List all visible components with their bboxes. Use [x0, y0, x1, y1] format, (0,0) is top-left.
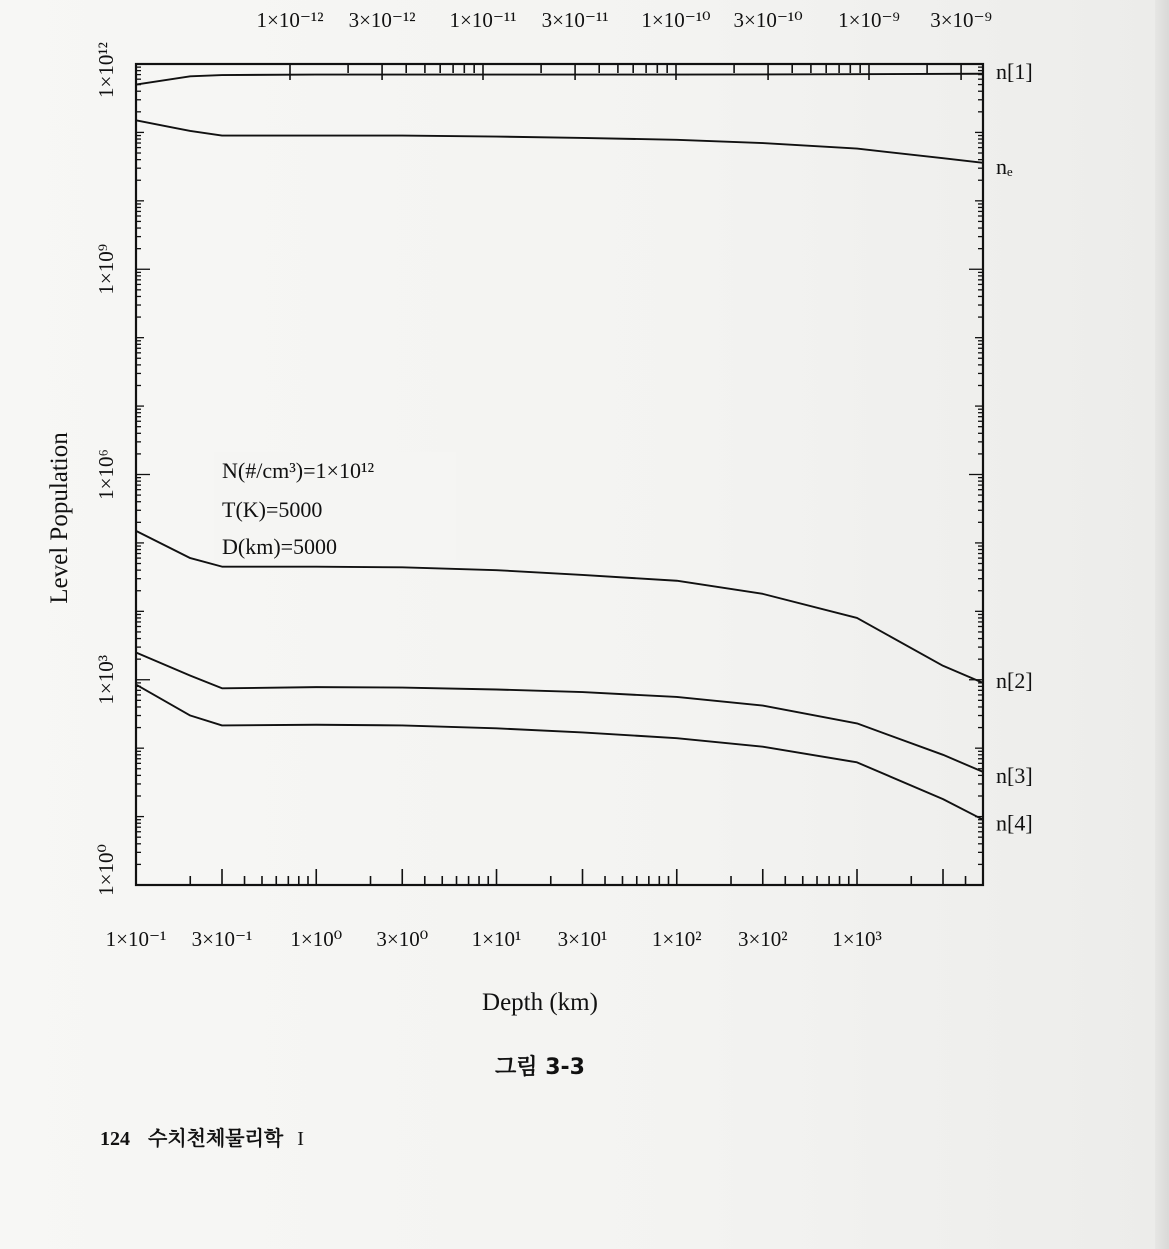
top-tick-label: 3×10⁻¹¹	[541, 8, 609, 32]
x-tick-label: 3×10¹	[557, 927, 608, 951]
y-tick-label: 1×10⁶	[94, 449, 118, 500]
y-tick-label: 1×10¹²	[94, 42, 118, 98]
top-tick-label: 1×10⁻¹¹	[449, 8, 517, 32]
series-line	[136, 685, 983, 820]
series-label: n[2]	[996, 667, 1033, 693]
x-axis-title: Depth (km)	[482, 989, 598, 1016]
series-label: nₑ	[996, 153, 1013, 179]
x-tick-label: 1×10¹	[471, 927, 522, 951]
series-layer	[136, 74, 983, 820]
top-tick-label: 1×10⁻¹²	[256, 8, 324, 32]
annotation-temperature: T(K)=5000	[222, 497, 323, 522]
annotation-density: N(#/cm³)=1×10¹²	[222, 458, 375, 483]
series-label: n[1]	[996, 58, 1033, 84]
top-tick-label: 3×10⁻⁹	[930, 8, 992, 32]
x-tick-label: 3×10²	[737, 927, 788, 951]
y-axis-title: Level Population	[46, 432, 73, 604]
x-tick-label: 1×10³	[832, 927, 882, 951]
top-tick-label: 3×10⁻¹⁰	[733, 8, 803, 32]
y-tick-label: 1×10⁹	[94, 243, 118, 295]
top-tick-label: 3×10⁻¹²	[348, 8, 416, 32]
x-tick-label: 3×10⁻¹	[191, 927, 253, 951]
annotation-depth: D(km)=5000	[222, 534, 338, 559]
top-tick-label: 1×10⁻¹⁰	[641, 8, 711, 32]
y-tick-label: 1×10³	[94, 654, 118, 705]
x-tick-label: 1×10²	[651, 927, 702, 951]
book-volume: I	[297, 1128, 304, 1150]
y-tick-label: 1×10⁰	[94, 844, 118, 896]
x-tick-label: 1×10⁻¹	[105, 927, 167, 951]
figure-caption: 그림 3-3	[495, 1055, 585, 1080]
series-line	[136, 653, 983, 772]
page-footer	[100, 1122, 304, 1151]
series-label: n[3]	[996, 762, 1033, 788]
series-label: n[4]	[996, 810, 1033, 836]
top-tick-label: 1×10⁻⁹	[838, 8, 900, 32]
book-title: 수치천체물리학	[148, 1126, 284, 1150]
x-tick-label: 3×10⁰	[376, 927, 429, 951]
series-line	[136, 74, 983, 85]
series-line	[136, 120, 983, 162]
x-tick-label: 1×10⁰	[290, 927, 343, 951]
page-number: 124	[100, 1128, 130, 1150]
